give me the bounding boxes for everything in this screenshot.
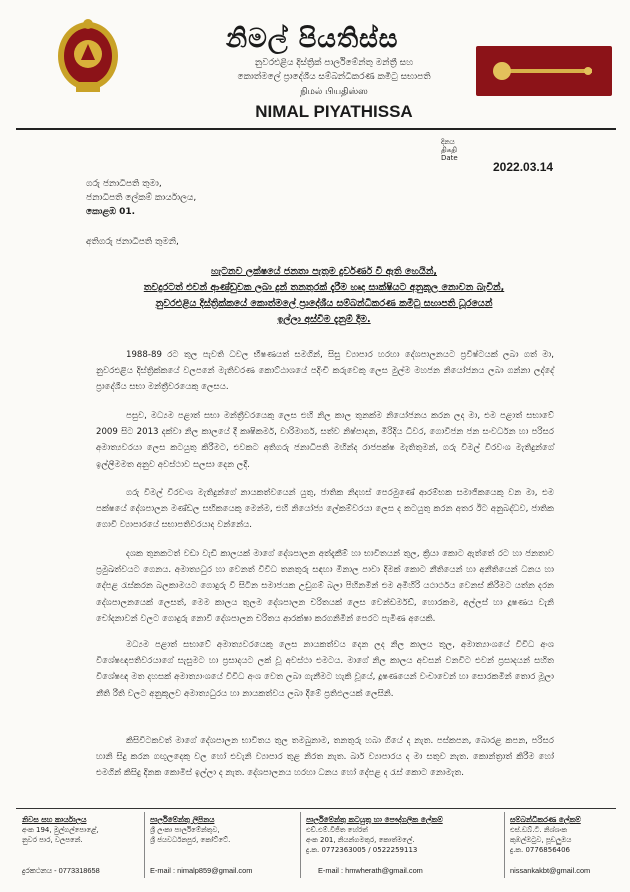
date-label-si: දිනය — [441, 138, 455, 146]
sri-lanka-emblem-icon — [54, 16, 122, 98]
address-line-2: ජනාධිපති ලේකම් කාර්යාලය, — [86, 193, 197, 203]
footer-coordinating-line-1: එස්.ඩබ්.ටී. නිශ්ශංක — [510, 826, 568, 834]
footer-coordinating-title: සම්බන්ධීකරණ ලේකම් — [510, 815, 581, 824]
parliament-mace-image — [476, 46, 612, 96]
date-labels — [441, 138, 458, 162]
body-paragraph-4: දශක තුනකටත් වඩා වැඩි කාලයක් මාගේ දේශපාලන අත්දැකීම් හා භාවිතයන් තුල, ක්‍රියා කොට ඇත්තේ රට හා ජනතාව ප්‍රමුඛත්වයට ගෙනය. අමාත්‍යධුර හා වෙනත් විවිධ තනතුරු සඳහා මිනාල පාවා දිමක් කොට නීතියෙන් හා අනීතියෙන් ධනය හා දේපළ රැස්කරන බලකාමයට ගොදුරු වී සිටින සමාජයක උඩුගම් බලා පිහිනමින් එම අමිහිරි යථාර්ථය වෙනස් කිරීමට යත්න දරන දේශපාලනයෙක් ලෙසත්, මෙම කාලය තුලම දේශපාලන චරිතයක් ලෙස වෙන්ඩර්මඩ්, හොරකම, අල්ලස් හා දූෂණය වැනි චෝදනාවන් වලට ගොදුරු නොවී දේශපාලන චරිතය ආරක්ෂා කරගනිමින් පෙරට පැමිණ අයෙකි. — [96, 549, 554, 624]
body-paragraph-2: පසුව, මධ්‍යම පළාත් සභා මන්ත්‍රීවරයෙකු ලෙස එහි නිල කාල තුනක්ම නියෝජනය කරන ලද මා, එම පළාත් සභාවේ 2009 සිට 2013 දක්වා නිල කාලයේ දී කෘෂිකර්ම, වාරිමාර්ග, සත්ව නිෂ්පාදන, මිරිදිය ධීවර, ගොවිජන ජන සංවර්ධන හා පරිසර අමාත්‍යවරයා ලෙස කටයුතු කිරීමට, එවකට අතිගරු ජනාධිපති මහින්ද රාජපක්ෂ මැතිතුමන්, ගරු විමල් වීරවංශ මැතිදුන්ගේ ඉල්ලීමමත අනුව අවස්ථාව සලසා දෙන ලදී. — [96, 411, 554, 470]
footer-home-title: නිවස සහ කාර්යාලය — [22, 815, 87, 824]
footer-secretary-line-3: දු.ක. 0772363005 / 0522259113 — [306, 846, 418, 854]
body-paragraph-3: ගරු විමල් වීරවංශ මැතිදුන්ගේ නායකත්වයෙන් යුතු, ජාතික නිදහස් පෙරමුණේ ආරම්භක සමාජිකයෙකු වන මා, එම පක්ෂයේ දේශපාලන මණ්ඩල සභිකයෙකු මෙන්ම, එහි නියෝජ්‍ය ලේකම්වරයා ලෙස ද කටයුතු කරන අතර ඊට අනුබද්ධව, ජාතික ගොවි ව්‍යාපාරයේ සභාපතිවරයාද වන්නේය. — [96, 488, 554, 531]
address-line-1: ගරු ජනාධිපති තුමා, — [86, 179, 162, 189]
footer-parliament-title: පාර්ලිමේන්තු ලිපිනය — [150, 815, 215, 824]
footer-secretary-line-1: එච්.එම්.විජිත හේරත් — [306, 826, 368, 834]
header-name-english: NIMAL PIYATHISSA — [255, 102, 413, 121]
subject-line-1: හැටනව ලක්ෂයේ ජනතා පැතුම දුර්වර්ණ වී ඇති හෙයින්, — [210, 266, 438, 277]
footer-secretary-email[interactable]: E-mail : hmwherath@gmail.com — [318, 866, 423, 875]
header-name-sinhala: නිමල් පියතිස්ස — [226, 24, 399, 54]
footer-secretary-line-2: අංක 201, නියන්ගමතුර, කොත්මලේ. — [306, 836, 415, 844]
footer-coordinating-line-2: කුඹල්ඔටුව, පූඩලුඔය — [510, 836, 572, 844]
footer-home-line-1: අංක 194, මුල්ගල්පොළේ, — [22, 826, 99, 834]
salutation: අතිගරු ජනාධිපති තුමනි, — [86, 237, 179, 247]
footer-coordinating-secretary — [510, 815, 616, 855]
address-line-3: කොළඹ 01. — [86, 207, 136, 217]
footer-home-office — [22, 815, 140, 845]
footer-coordinating-email[interactable]: nissankakbt@gmail.com — [510, 866, 591, 875]
header-title-line-1: නුවරඑළිය දිස්ත්‍රික් පාර්ලිමේන්තු මන්ත්‍රී සහ — [254, 58, 414, 68]
footer-secretary-title: පාර්ලිමේන්තු කටයුතු හා පෞද්ගලික ලේකම් — [306, 815, 443, 824]
subject-line-2: තවදුරටත් එවන් ආණ්ඩුවක ලබා දුන් තනතුරක් දැරීම හෘද සාක්ෂියට අනුකූල නොවන බැවින්, — [143, 282, 505, 293]
header-divider — [16, 128, 616, 130]
footer-private-secretary — [306, 815, 506, 855]
header-name-tamil: நிமல் பியதிஸ்ஸ — [300, 87, 368, 97]
footer-home-phone: දුරකථනය - 0773318658 — [22, 866, 100, 875]
footer-home-line-2: නුවර පාර, වලපනේ. — [22, 836, 83, 844]
footer-parliament-line-2: ශ්‍රී ජයවර්ධනපුර, කෝට්ටේ. — [150, 836, 231, 844]
footer-parliament-email[interactable]: E-mail : nimalp859@gmail.com — [150, 866, 253, 875]
body-paragraph-1: 1988-89 රට තුල පැවති ධවල භීෂණයත් සමගින්, සිසු ව්‍යාපාර හරහා දේශපාලනයට ප්‍රවිෂ්ටයක් ලබා ගත් මා, නුවරඑළිය දිස්ත්‍රික්කයේ වලපනේ මැතිවරණ කොට්ඨාශයේ පදිංචි කරුවෙකු ලෙස මුල්ම මහජන නියෝජනය ලබා ගන්නා ලද්දේ ප්‍රාදේශීය සභා මන්ත්‍රීවරයෙකු ලෙසය. — [96, 350, 554, 393]
body-paragraph-6: කිසිවිටකවත් මාගේ දේශපාලන භාවිතය තුල තමබුනාම, තනතුරු හබා ගියේ ද නැත. පස්කපන, බොරළ කපන, පරිසර හානි සිදු කරන ගඟුලදෙකු වල හෝ එවැනි ව්‍යාපාර තුළ නිරත නැත. බාර් ව්‍යාපාරය ද මා සතුව නැත. කොන්ත්‍රාත් කිරීම හෝ එමගින් කිසිදු දිනක කොමිස් ඉල්ලා ද නැත. දේශපාලනය හරහා ධනය හෝ දේපළ ද රැස් කොට නොමැත. — [96, 736, 554, 779]
footer-parliament-address — [150, 815, 300, 845]
footer-separator-1 — [144, 812, 145, 878]
mace-icon — [476, 46, 612, 96]
footer-coordinating-line-3: දු.ක. 0776856406 — [510, 846, 571, 854]
header-title-line-2: කොත්මලේ ප්‍රාදේශීය සම්බන්ධීකරණ කමිටු සභාපති — [237, 72, 431, 82]
date-label-ta: திகதி — [441, 146, 457, 154]
footer-parliament-line-1: ශ්‍රී ලංකා පාර්ලිමේන්තුව, — [150, 826, 220, 834]
body-paragraph-5: මධ්‍යම පළාත් සභාවේ අමාත්‍යවරයෙකු ලෙස නායකත්වය දෙන ලද නිල කාලය තුල, අමාත්‍යාංශයේ විවිධ අංශ විශේෂඥපතිවරයාගේ සැසුමට හා ප්‍රසාදයට ලක් වූ අවස්ථා එමටය. මාගේ නිල කාලය අවසන් වනවිට එවන් ප්‍රසාදයන් සහිත විශේෂඥ මත දහසක් අමාත්‍යාංශයේ විවිධ අංශ වෙත ලබා ගැනීමට හැකි වූයේ, දූෂණයෙන් වංචාවෙන් හා සොරකමින් තොර මූලා නීති රීති වලට අනුකූලව අමාත්‍යධුරය හා නායකත්වය ලබා දීමේ ප්‍රතිඵලයක් ලෙසිනි. — [96, 640, 554, 699]
date-label-en: Date — [441, 154, 458, 162]
subject-line-4: ඉල්ලා අස්වීම දැනුම් දීම. — [277, 314, 371, 325]
subject-line-3: නුවරඑළිය දිස්ත්‍රික්කයේ කොත්මලේ ප්‍රාදේශීය සම්බන්ධීකරණ කමිටු සභාපති ධූරයෙන් — [155, 298, 493, 309]
footer-divider — [16, 808, 616, 809]
date-value: 2022.03.14 — [493, 160, 554, 174]
footer-separator-2 — [300, 812, 301, 878]
footer-separator-3 — [504, 812, 505, 878]
